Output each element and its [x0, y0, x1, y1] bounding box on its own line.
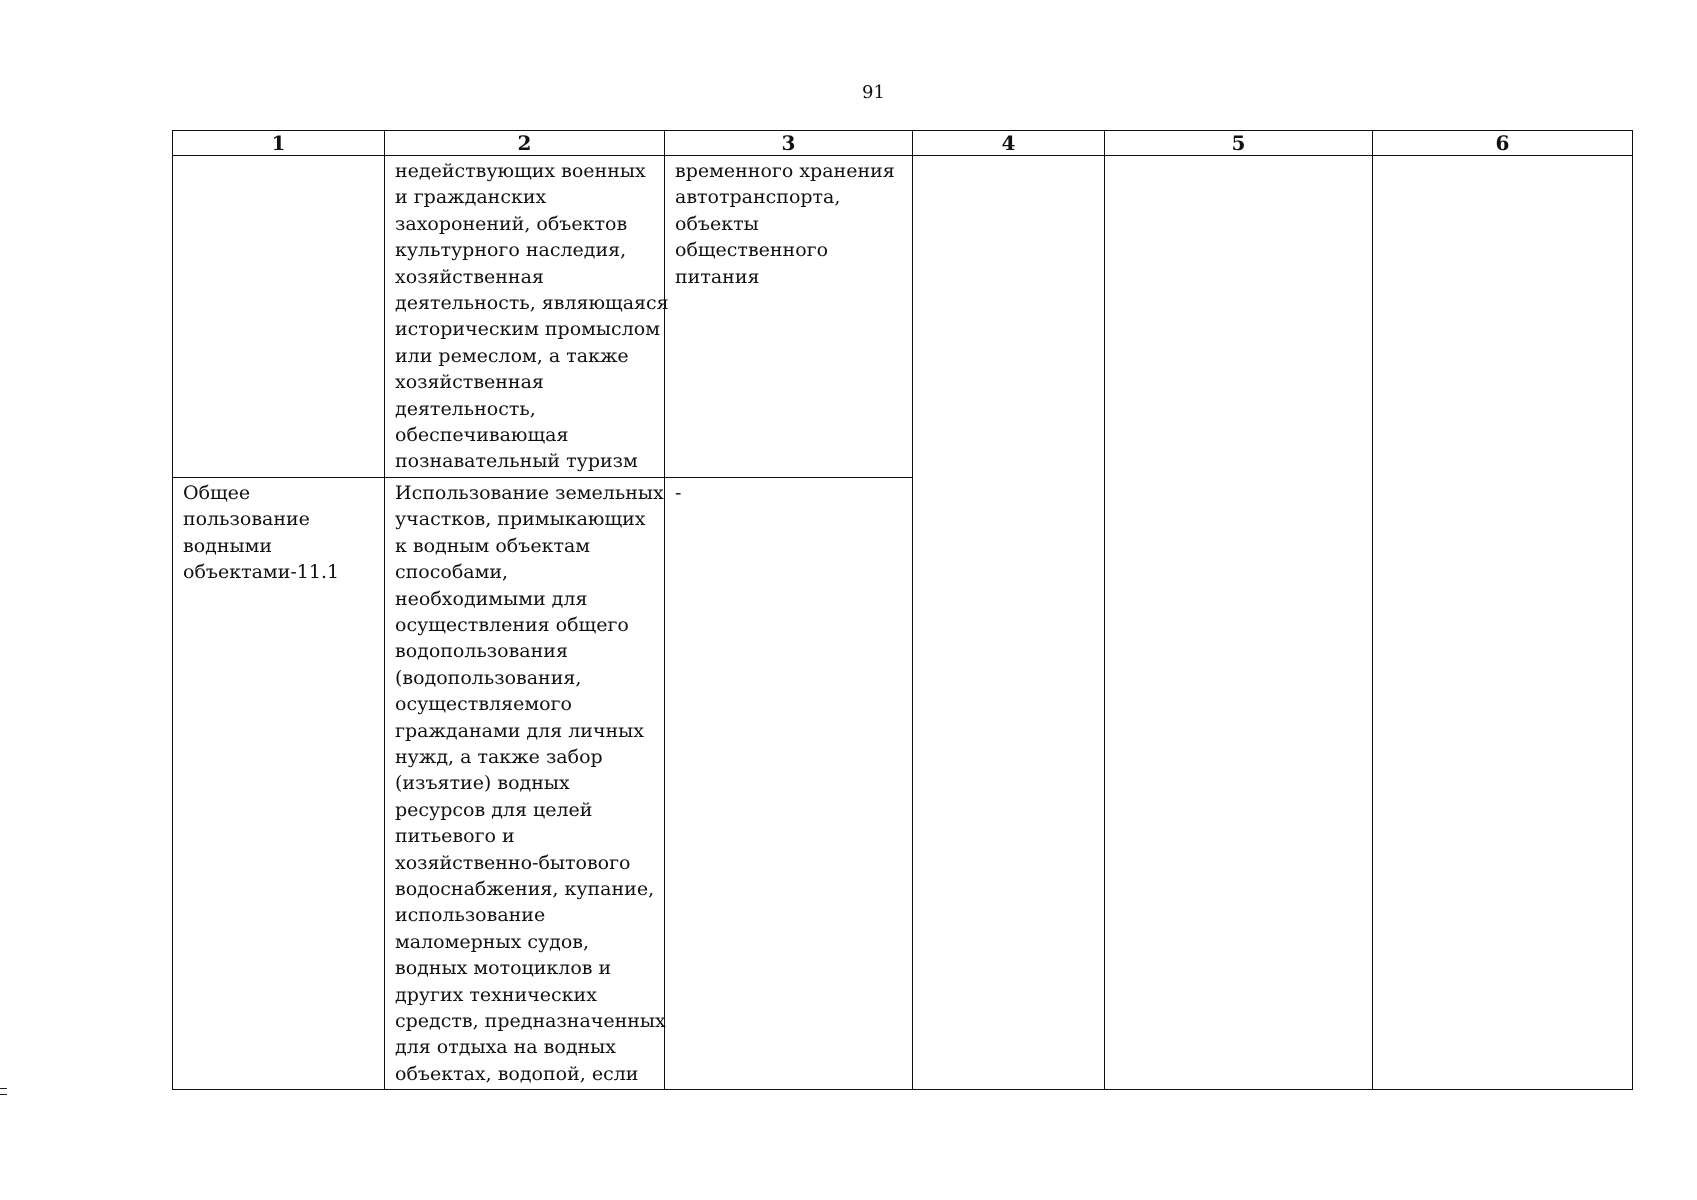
cell-text-line: водоснабжения, купание, [395, 877, 655, 900]
column-header-6: 6 [1373, 131, 1633, 156]
cell-text-line: других технических [395, 983, 597, 1006]
cell-text-line: гражданами для личных [395, 719, 645, 742]
cell-text-line: питьевого и [395, 825, 515, 848]
cell-text-line: автотранспорта, [675, 186, 841, 209]
cell-use-description [385, 477, 665, 1089]
cell-text-line: водных мотоциклов и [395, 957, 612, 980]
cell-text-line: осуществления общего [395, 613, 629, 636]
cell-col-5 [1105, 156, 1373, 1090]
cell-text-line: деятельность, [395, 397, 536, 420]
cell-text-line: или ремеслом, а также [395, 344, 629, 367]
column-header-4: 4 [913, 131, 1105, 156]
cell-text-line: - [675, 481, 682, 504]
cell-text-line: деятельность, являющаяся [395, 292, 669, 315]
cell-text-line: пользование [183, 508, 310, 531]
column-header-5: 5 [1105, 131, 1373, 156]
cell-use-type [173, 156, 385, 478]
cell-text-line: маломерных судов, [395, 930, 590, 953]
cell-text-line: осуществляемого [395, 693, 572, 716]
cell-text-line: использование [395, 904, 546, 927]
cell-auxiliary-use [665, 156, 913, 478]
cell-text-line: историческим промыслом [395, 318, 660, 341]
column-header-2: 2 [385, 131, 665, 156]
column-header-1: 1 [173, 131, 385, 156]
cell-text-line: культурного наследия, [395, 239, 627, 262]
cell-text-line: недействующих военных [395, 160, 646, 182]
cell-auxiliary-use [665, 477, 913, 1089]
cell-text-line: водными [183, 534, 273, 557]
cell-text-line: объекты [675, 212, 759, 235]
cell-text-line: временного хранения [675, 160, 895, 182]
cell-text-line: (изъятие) водных [395, 772, 570, 795]
cell-text-line: объектах, водопой, если [395, 1062, 639, 1085]
cell-text-line: к водным объектам [395, 534, 591, 557]
margin-mark [0, 1088, 7, 1095]
cell-text-line: познавательный туризм [395, 450, 638, 473]
cell-text-line: захоронений, объектов [395, 212, 628, 235]
cell-text-line: хозяйственная [395, 371, 544, 394]
cell-text-line: общественного [675, 239, 829, 262]
cell-text-line: нужд, а также забор [395, 745, 603, 768]
table-header-row [173, 131, 1633, 156]
cell-col-4 [913, 156, 1105, 1090]
column-header-3: 3 [665, 131, 913, 156]
cell-text-line: объектами-11.1 [183, 561, 340, 584]
cell-text-line: способами, [395, 561, 509, 584]
cell-text-line: Использование земельных [395, 481, 664, 504]
cell-col-6 [1373, 156, 1633, 1090]
cell-text-line: водопользования [395, 640, 568, 663]
cell-text-line: для отдыха на водных [395, 1036, 617, 1059]
cell-text-line: хозяйственная [395, 265, 544, 288]
cell-text-line: средств, предназначенных [395, 1010, 666, 1032]
cell-text-line: обеспечивающая [395, 424, 569, 447]
cell-use-description [385, 156, 669, 478]
land-use-table [172, 130, 1633, 1090]
page-number: 91 [862, 82, 885, 103]
cell-text-line: и гражданских [395, 186, 547, 209]
cell-use-type [173, 477, 385, 1089]
cell-text-line: питания [675, 265, 760, 288]
cell-text-line: ресурсов для целей [395, 798, 593, 821]
cell-text-line: необходимыми для [395, 587, 588, 610]
table-row [173, 156, 1633, 478]
cell-text-line: участков, примыкающих [395, 508, 646, 531]
cell-text-line: (водопользования, [395, 666, 582, 689]
cell-text-line: Общее [183, 481, 251, 504]
cell-text-line: хозяйственно-бытового [395, 851, 631, 874]
